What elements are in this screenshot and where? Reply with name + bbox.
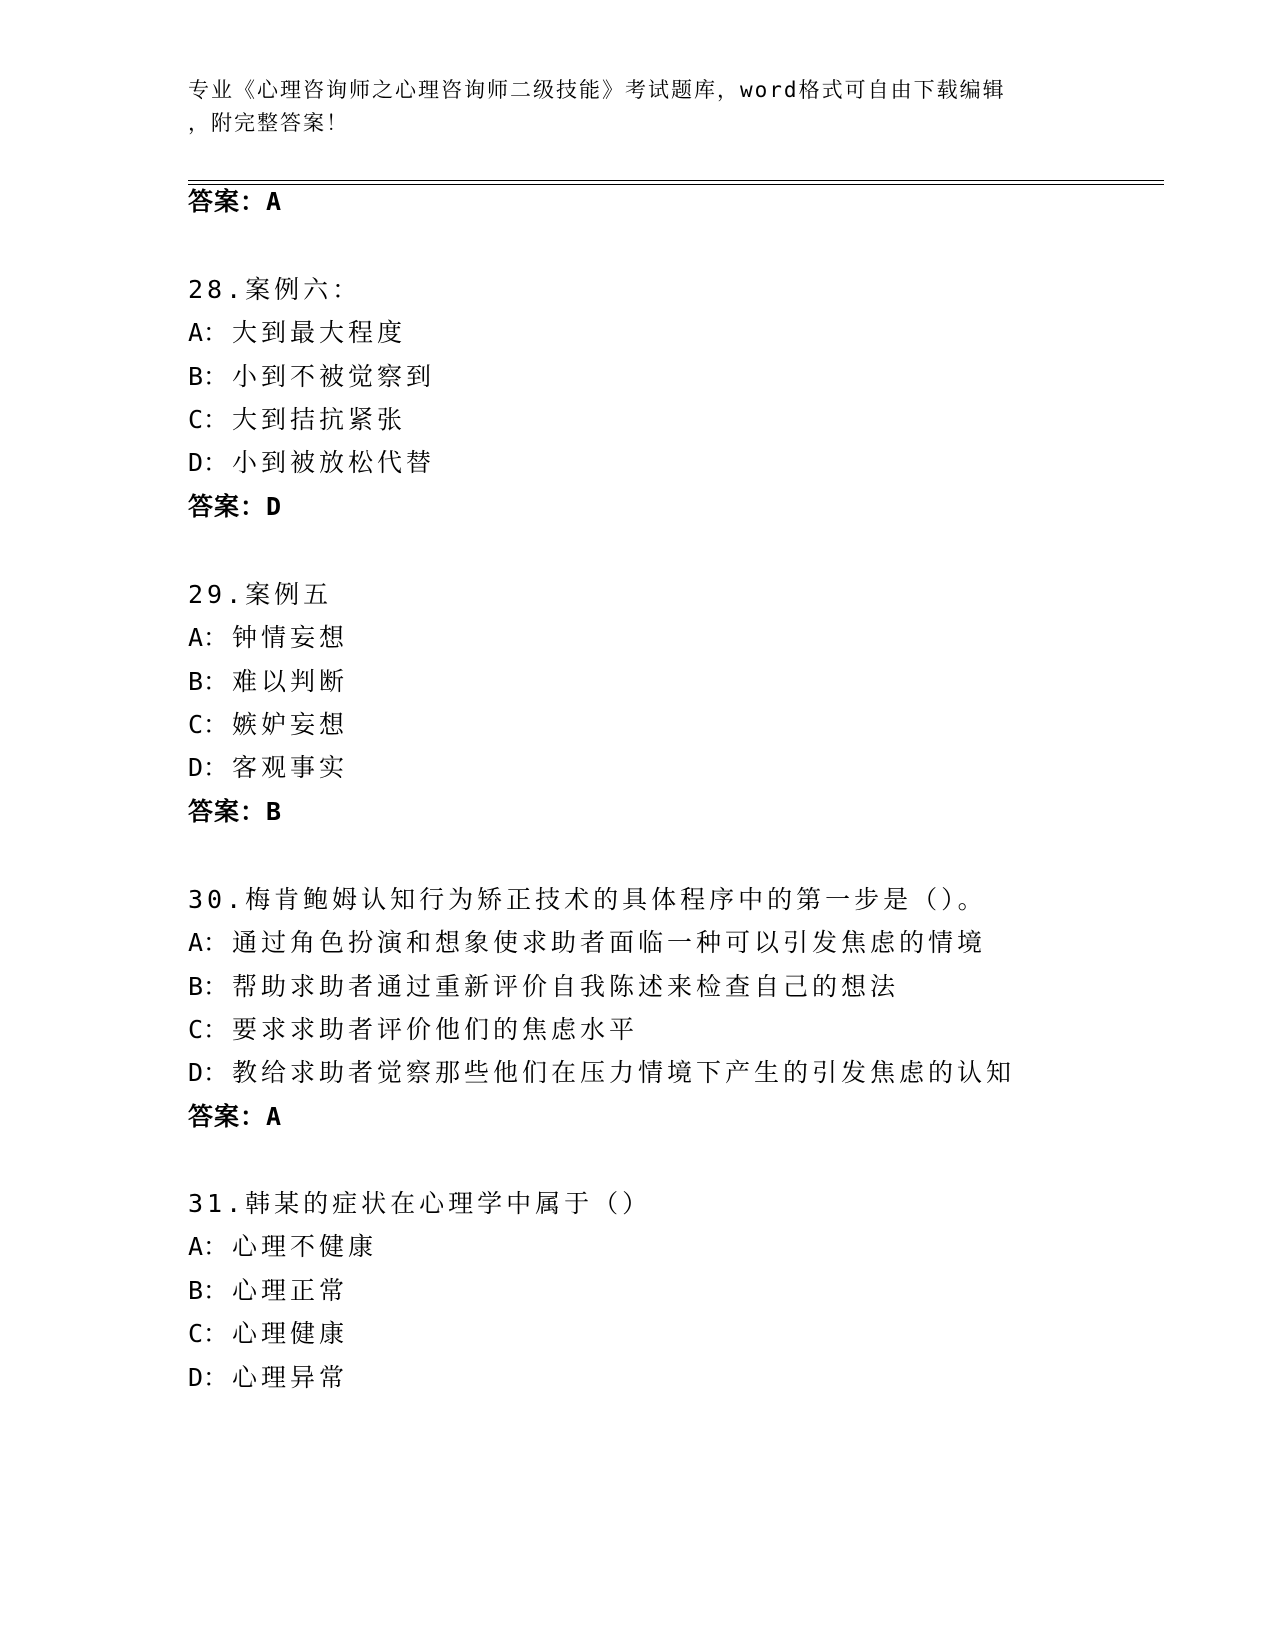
question-28-option-c [188, 404, 406, 436]
answer-28: 答案：D [188, 492, 283, 521]
option-text: 帮助求助者通过重新评价自我陈述来检查自己的想法 [232, 972, 900, 1001]
answer-29: 答案：B [188, 797, 283, 826]
header-divider-top [188, 180, 1164, 181]
option-letter: D： [188, 753, 229, 782]
document-header [188, 74, 1088, 140]
option-text: 通过角色扮演和想象使求助者面临一种可以引发焦虑的情境 [232, 928, 987, 957]
option-text: 心理正常 [232, 1276, 349, 1305]
question-29-option-a [188, 622, 348, 654]
header-line-2: ，附完整答案！ [188, 111, 349, 135]
option-text: 小到不被觉察到 [232, 362, 436, 391]
question-29-option-b [188, 666, 348, 698]
option-letter: D： [188, 448, 229, 477]
question-28-option-b [188, 361, 435, 393]
option-letter: A： [188, 1232, 229, 1261]
option-text: 大到拮抗紧张 [232, 405, 407, 434]
option-letter: C： [188, 405, 229, 434]
answer-27: 答案：A [188, 187, 283, 216]
option-text: 客观事实 [232, 753, 349, 782]
question-28-stem: 28.案例六： [188, 275, 362, 304]
option-text: 要求求助者评价他们的焦虑水平 [232, 1015, 639, 1044]
question-28-option-a [188, 317, 406, 349]
option-letter: C： [188, 1015, 229, 1044]
option-text: 小到被放松代替 [232, 448, 436, 477]
question-31-option-b [188, 1275, 348, 1307]
answer-30: 答案：A [188, 1102, 283, 1131]
option-text: 心理健康 [232, 1319, 349, 1348]
question-29-option-d [188, 752, 348, 784]
option-letter: B： [188, 1276, 229, 1305]
option-letter: D： [188, 1058, 229, 1087]
question-30-option-a [188, 927, 986, 959]
header-line-1: 专业《心理咨询师之心理咨询师二级技能》考试题库，word格式可自由下载编辑 [188, 78, 1006, 102]
question-28-option-d [188, 447, 435, 479]
option-text: 教给求助者觉察那些他们在压力情境下产生的引发焦虑的认知 [232, 1058, 1016, 1087]
option-text: 大到最大程度 [232, 318, 407, 347]
option-text: 难以判断 [232, 667, 349, 696]
question-30-option-b [188, 971, 899, 1003]
question-31-stem: 31.韩某的症状在心理学中属于（） [188, 1189, 652, 1218]
header-divider-bottom [188, 184, 1164, 185]
option-text: 心理异常 [232, 1363, 349, 1392]
option-letter: B： [188, 362, 229, 391]
question-29-option-c [188, 709, 348, 741]
option-letter: A： [188, 928, 229, 957]
question-30-stem: 30.梅肯鲍姆认知行为矫正技术的具体程序中的第一步是（）。 [188, 885, 987, 914]
question-31-option-a [188, 1231, 377, 1263]
question-30-option-c [188, 1014, 638, 1046]
option-letter: A： [188, 318, 229, 347]
option-letter: C： [188, 710, 229, 739]
question-30-option-d [188, 1057, 1015, 1089]
option-text: 心理不健康 [232, 1232, 378, 1261]
question-31-option-c [188, 1318, 348, 1350]
question-29-stem: 29.案例五 [188, 580, 333, 609]
option-letter: D： [188, 1363, 229, 1392]
option-letter: B： [188, 667, 229, 696]
option-text: 钟情妄想 [232, 623, 349, 652]
option-letter: A： [188, 623, 229, 652]
option-text: 嫉妒妄想 [232, 710, 349, 739]
option-letter: C： [188, 1319, 229, 1348]
question-31-option-d [188, 1362, 348, 1394]
option-letter: B： [188, 972, 229, 1001]
